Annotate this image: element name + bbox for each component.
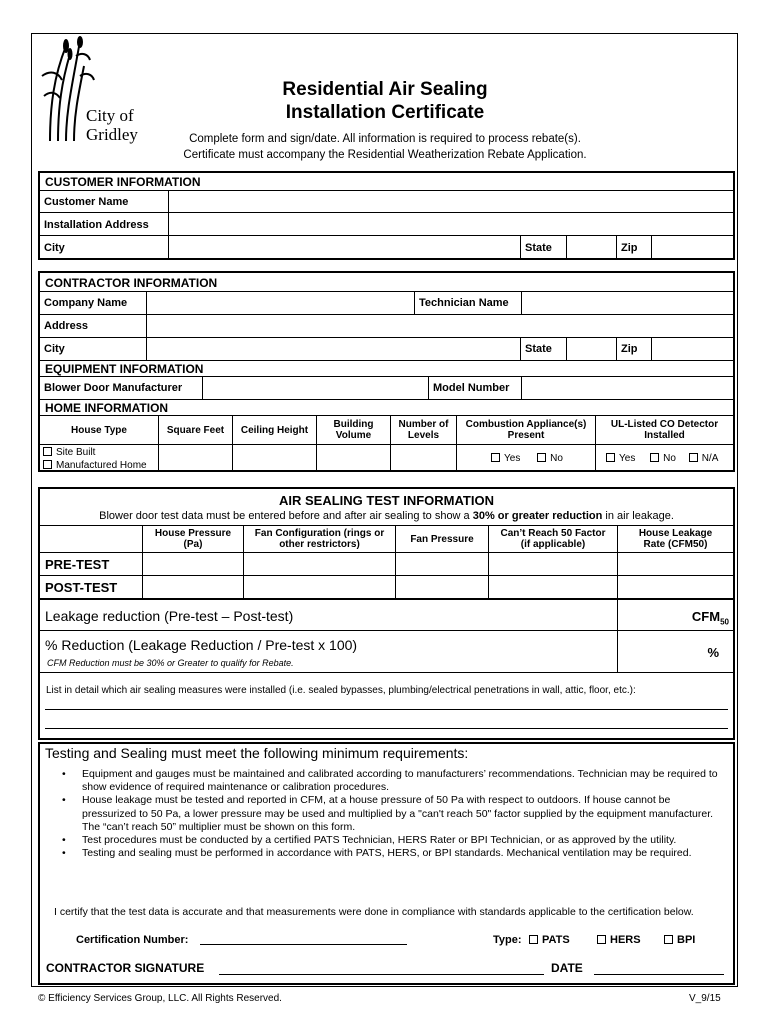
co-na-label: N/A xyxy=(701,453,719,464)
bpi-box[interactable] xyxy=(664,935,673,944)
levels-header-cell xyxy=(390,416,456,444)
site-built-box[interactable] xyxy=(43,447,52,456)
company-row xyxy=(40,291,733,314)
contractor-heading: CONTRACTOR INFORMATION xyxy=(45,276,218,290)
percent-reduction-note: CFM Reduction must be 30% or Greater to qualify for Rebate. xyxy=(47,658,294,668)
certify-statement: I certify that the test data is accurate and that measurements were done in compliance with standards applicable to the certification below. xyxy=(54,906,694,918)
leakage-reduction-label: Leakage reduction (Pre-test – Post-test) xyxy=(45,608,294,624)
model-number-cell xyxy=(428,377,521,399)
building-volume-header-cell xyxy=(316,416,390,444)
installation-address-field[interactable] xyxy=(168,213,733,235)
pretest-fan-config-field[interactable] xyxy=(243,553,395,575)
date-label: DATE xyxy=(551,961,583,975)
customer-name-field[interactable] xyxy=(168,191,733,212)
company-name-field[interactable] xyxy=(146,292,414,314)
posttest-label: POST-TEST xyxy=(45,580,118,595)
house-type-header: House Type xyxy=(71,425,127,436)
building-volume-field[interactable] xyxy=(316,445,390,472)
wheat-logo-icon xyxy=(36,36,151,146)
measures-line-1[interactable] xyxy=(45,709,728,710)
measures-prompt: List in detail which air sealing measures were installed (i.e. sealed bypasses, plumbing/electrical penetrations in wall, attic, floor, etc.): xyxy=(46,685,636,696)
contractor-address-field[interactable] xyxy=(146,315,733,337)
requirements-heading: Testing and Sealing must meet the following minimum requirements: xyxy=(45,745,469,761)
ceiling-height-field[interactable] xyxy=(232,445,316,472)
customer-heading: CUSTOMER INFORMATION xyxy=(45,175,201,189)
posttest-fan-config-field[interactable] xyxy=(243,576,395,598)
ceiling-height-header-cell xyxy=(232,416,316,444)
posttest-row xyxy=(40,575,733,598)
combustion-header-cell xyxy=(456,416,595,444)
pats-checkbox[interactable] xyxy=(529,934,570,946)
leakage-rate-header: House Leakage Rate (CFM50) xyxy=(638,528,713,550)
measures-row xyxy=(40,672,733,738)
hers-checkbox[interactable] xyxy=(597,934,641,946)
fan-pressure-header: Fan Pressure xyxy=(410,534,474,545)
signature-field[interactable] xyxy=(219,961,544,975)
square-feet-field[interactable] xyxy=(158,445,232,472)
technician-cell xyxy=(414,292,521,314)
percent-unit: % xyxy=(707,645,719,660)
combustion-yes-box[interactable] xyxy=(491,453,500,462)
customer-state-label: State xyxy=(525,242,552,254)
instructions-line1: Complete form and sign/date. All information is required to process rebate(s). xyxy=(189,133,581,145)
technician-name-field[interactable] xyxy=(521,292,733,314)
co-yes-box[interactable] xyxy=(606,453,615,462)
pressure-header: House Pressure (Pa) xyxy=(154,528,232,550)
customer-city-row xyxy=(40,235,733,260)
test-header-row xyxy=(40,525,733,552)
square-feet-header-cell xyxy=(158,416,232,444)
posttest-pressure-field[interactable] xyxy=(142,576,243,598)
instructions xyxy=(140,131,630,163)
contractor-zip-label: Zip xyxy=(621,343,638,355)
bpi-label: BPI xyxy=(677,934,696,946)
cant-reach-header: Can’t Reach 50 Factor (if applicable) xyxy=(500,528,606,550)
company-name-label: Company Name xyxy=(44,297,128,309)
combustion-header: Combustion Appliance(s) Present xyxy=(465,419,587,441)
percent-reduction-field[interactable] xyxy=(617,631,733,672)
signature-label: CONTRACTOR SIGNATURE xyxy=(46,961,205,975)
co-detector-header-cell xyxy=(595,416,733,444)
equipment-heading: EQUIPMENT INFORMATION xyxy=(45,362,204,376)
building-volume-header: Building Volume xyxy=(333,419,374,441)
home-values-row xyxy=(40,444,733,472)
combustion-no-label: No xyxy=(550,453,563,464)
customer-zip-cell xyxy=(616,236,651,260)
pats-label: PATS xyxy=(542,934,570,946)
test-instructions xyxy=(40,510,733,522)
installation-address-row xyxy=(40,212,733,235)
title-line2: Installation Certificate xyxy=(285,102,485,123)
date-field[interactable] xyxy=(594,961,724,975)
contractor-city-field[interactable] xyxy=(146,338,520,360)
contractor-city-label: City xyxy=(44,343,65,355)
measures-line-2[interactable] xyxy=(45,728,728,729)
model-number-label: Model Number xyxy=(433,382,510,394)
co-detector-header: UL-Listed CO Detector Installed xyxy=(610,419,719,441)
contractor-state-cell xyxy=(520,338,566,360)
contractor-zip-field[interactable] xyxy=(651,338,733,360)
co-na-box[interactable] xyxy=(689,453,698,462)
version: V_9/15 xyxy=(689,993,721,1004)
equipment-heading-row xyxy=(40,360,733,376)
co-no-label: No xyxy=(663,453,676,464)
type-label: Type: xyxy=(493,934,522,946)
leakage-rate-header-cell xyxy=(617,526,733,552)
pretest-cant-reach-field[interactable] xyxy=(488,553,617,575)
manufactured-home-checkbox[interactable] xyxy=(43,459,147,472)
ceiling-height-header: Ceiling Height xyxy=(240,425,309,436)
hers-label: HERS xyxy=(610,934,641,946)
manufactured-home-label: Manufactured Home xyxy=(56,460,147,471)
customer-state-field[interactable] xyxy=(566,236,616,260)
house-type-options xyxy=(43,446,147,472)
requirement-item: • Equipment and gauges must be maintained and calibrated according to manufacturers’ recommendations. Technician may be required to show evidence of required maintenance or calibration procedures. xyxy=(62,768,722,794)
contractor-state-field[interactable] xyxy=(566,338,616,360)
posttest-leakage-field[interactable] xyxy=(617,576,733,598)
co-no-box[interactable] xyxy=(650,453,659,462)
contractor-section xyxy=(38,271,735,472)
percent-reduction-label: % Reduction (Leakage Reduction / Pre-test x 100) xyxy=(45,637,358,653)
test-heading: AIR SEALING TEST INFORMATION xyxy=(279,493,494,508)
leakage-reduction-field[interactable] xyxy=(617,600,733,630)
percent-reduction-row xyxy=(40,630,733,672)
installation-address-label: Installation Address xyxy=(44,219,149,231)
home-heading: HOME INFORMATION xyxy=(45,401,169,415)
page-title xyxy=(230,78,540,124)
requirement-item: • House leakage must be tested and reported in CFM, at a house pressure of 50 Pa with respect to outdoors. If house cannot be pressurized to 50 Pa, a lower pressure may be used and multiplied by a "can't reach 50" factor supplied by the equipment manufacturer. The “can’t reach 50” multiplier must be shown on this form. xyxy=(62,794,722,834)
title-line1: Residential Air Sealing xyxy=(282,79,488,100)
fan-config-header-cell xyxy=(243,526,395,552)
cert-number-field[interactable] xyxy=(200,933,407,945)
combustion-yes-checkbox[interactable] xyxy=(491,453,520,464)
pats-box[interactable] xyxy=(529,935,538,944)
posttest-cant-reach-field[interactable] xyxy=(488,576,617,598)
site-built-label: Site Built xyxy=(56,447,96,458)
site-built-checkbox[interactable] xyxy=(43,446,147,459)
instructions-line2: Certificate must accompany the Residential Weatherization Rebate Application. xyxy=(183,149,587,161)
blower-door-manufacturer-field[interactable] xyxy=(202,377,428,399)
co-yes-checkbox[interactable] xyxy=(606,453,635,464)
customer-section xyxy=(38,171,735,260)
technician-name-label: Technician Name xyxy=(419,297,509,309)
contractor-address-row xyxy=(40,314,733,337)
levels-field[interactable] xyxy=(390,445,456,472)
pretest-row xyxy=(40,552,733,575)
test-instr-b: 30% or greater reduction xyxy=(472,510,603,522)
leakage-reduction-row xyxy=(40,598,733,630)
co-no-checkbox[interactable] xyxy=(650,453,676,464)
logo-line1: City of xyxy=(86,106,134,125)
blower-door-manufacturer-label: Blower Door Manufacturer xyxy=(44,382,183,394)
pressure-header-cell xyxy=(142,526,243,552)
cfm-unit-subscript: 50 xyxy=(720,617,729,627)
fan-config-header: Fan Configuration (rings or other restrictors) xyxy=(254,528,385,550)
cfm-unit xyxy=(692,609,729,627)
customer-city-label: City xyxy=(44,242,65,254)
co-na-checkbox[interactable] xyxy=(689,453,719,464)
customer-name-label: Customer Name xyxy=(44,196,129,208)
levels-header: Number of Levels xyxy=(398,419,449,441)
cfm-unit-text: CFM xyxy=(691,609,721,624)
customer-city-field[interactable] xyxy=(168,236,520,260)
contractor-address-label: Address xyxy=(44,320,89,332)
requirements-list xyxy=(62,768,722,860)
pretest-label: PRE-TEST xyxy=(45,557,110,572)
contractor-city-row xyxy=(40,337,733,360)
combustion-no-checkbox[interactable] xyxy=(537,453,563,464)
copyright: © Efficiency Services Group, LLC. All Rights Reserved. xyxy=(38,993,282,1004)
bpi-checkbox[interactable] xyxy=(664,934,695,946)
pretest-fan-pressure-field[interactable] xyxy=(395,553,488,575)
customer-zip-field[interactable] xyxy=(651,236,733,260)
contractor-zip-cell xyxy=(616,338,651,360)
pretest-leakage-field[interactable] xyxy=(617,553,733,575)
model-number-field[interactable] xyxy=(521,377,733,399)
customer-name-row xyxy=(40,190,733,212)
home-heading-row xyxy=(40,399,733,415)
customer-zip-label: Zip xyxy=(621,242,638,254)
cant-reach-header-cell xyxy=(488,526,617,552)
hers-box[interactable] xyxy=(597,935,606,944)
logo-line2: Gridley xyxy=(86,125,138,144)
requirement-item: • Testing and sealing must be performed in accordance with PATS, HERS, or BPI standards. Mechanical ventilation may be required. xyxy=(62,847,722,860)
co-detector-field xyxy=(595,445,733,472)
manufactured-home-box[interactable] xyxy=(43,460,52,469)
square-feet-header: Square Feet xyxy=(166,425,225,436)
combustion-no-box[interactable] xyxy=(537,453,546,462)
combustion-field xyxy=(456,445,595,472)
fan-pressure-header-cell xyxy=(395,526,488,552)
posttest-fan-pressure-field[interactable] xyxy=(395,576,488,598)
test-instr-a: Blower door test data must be entered before and after air sealing to show a xyxy=(99,510,473,522)
contractor-state-label: State xyxy=(525,343,552,355)
co-detector-options xyxy=(606,453,718,464)
home-header-row xyxy=(40,415,733,444)
combustion-options xyxy=(491,453,563,464)
customer-state-cell xyxy=(520,236,566,260)
pretest-pressure-field[interactable] xyxy=(142,553,243,575)
co-yes-label: Yes xyxy=(619,453,636,464)
equipment-row xyxy=(40,376,733,399)
test-section xyxy=(38,487,735,740)
cert-number-label: Certification Number: xyxy=(76,934,189,946)
city-logo xyxy=(36,36,151,146)
combustion-yes-label: Yes xyxy=(504,453,521,464)
test-instr-c: in air leakage. xyxy=(602,510,674,522)
requirement-item: • Test procedures must be conducted by a certified PATS Technician, HERS Rater or BPI Technician, or as approved by the utility. xyxy=(62,834,722,847)
